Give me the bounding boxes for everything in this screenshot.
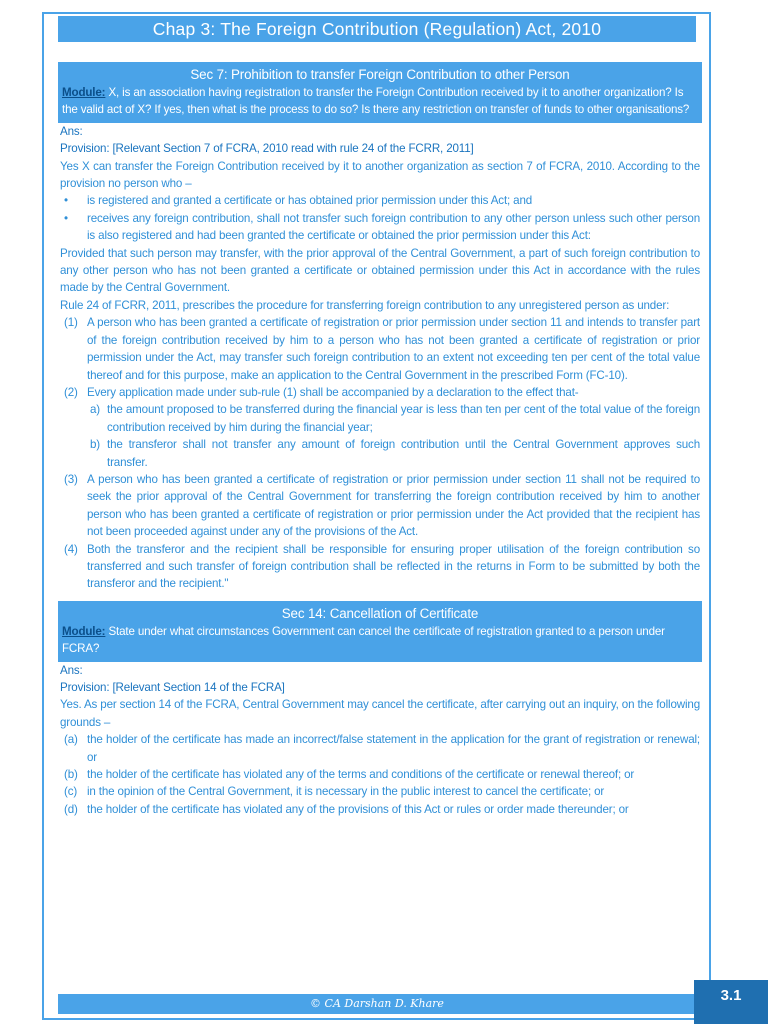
sec14-provision: Provision: [Relevant Section 14 of the FCRA] bbox=[60, 681, 285, 694]
subitem-number: b) bbox=[90, 438, 101, 452]
sec7-rule-item bbox=[60, 314, 700, 384]
page-number: 3.1 bbox=[694, 980, 768, 1024]
sec7-bullet: • receives any foreign contribution, shall not transfer such foreign contribution to any other person unless such other person is also registered and had been granted the certificate or obtained the prior permission under this Act: bbox=[60, 210, 700, 245]
sec14-ground-item bbox=[60, 766, 700, 783]
footer-credit: © CA Darshan D. Khare bbox=[58, 994, 696, 1014]
sec7-rule-item bbox=[60, 471, 700, 541]
item-number: (d) bbox=[64, 802, 78, 816]
subitem-text: the amount proposed to be transferred during the financial year is less than ten per cent of the total value of the foreign contribution received by him during the financial year; bbox=[107, 403, 700, 434]
sec7-rule-intro: Rule 24 of FCRR, 2011, prescribes the procedure for transferring foreign contribution to any unregistered person as under: bbox=[60, 298, 670, 312]
sec14-intro: Yes. As per section 14 of the FCRA, Central Government may cancel the certificate, after carrying out an inquiry, on the following grounds – bbox=[60, 698, 700, 729]
sec7-subitem-list bbox=[87, 401, 700, 471]
sec14-ground-item bbox=[60, 801, 700, 818]
sec7-module bbox=[62, 84, 698, 119]
sec7-title: Sec 7: Prohibition to transfer Foreign Contribution to other Person bbox=[190, 67, 570, 82]
sec14-ground-item bbox=[60, 783, 700, 800]
item-number: (b) bbox=[64, 768, 78, 782]
item-text: Both the transferor and the recipient shall be responsible for ensuring proper utilisation of the foreign contribution so transferred and such transfer of foreign contribution shall be reflected in the returns in Form to be submitted by both the transferor and the recipient." bbox=[87, 542, 700, 591]
sec7-rule-item bbox=[60, 541, 700, 593]
sec14-ans: Ans: bbox=[60, 663, 83, 677]
sec14-title: Sec 14: Cancellation of Certificate bbox=[281, 605, 479, 621]
sec7-bullet: • is registered and granted a certificate or has obtained prior permission under this Act; and bbox=[60, 192, 700, 209]
sec7-module-text: X, is an association having registration to transfer the Foreign Contribution received by it to another organization? Is the valid act of X? If yes, then what is the process to do so? Is there any restriction on transfer of funds to other organisations? bbox=[62, 86, 690, 117]
sec7-intro: Yes X can transfer the Foreign Contribution received by it to another organization as section 7 of FCRA, 2010. According to the provision no person who – bbox=[60, 159, 700, 191]
sec7-ans: Ans: bbox=[60, 124, 83, 138]
sec14-module-label: Module: bbox=[62, 624, 106, 638]
page-content bbox=[60, 62, 700, 818]
item-text: in the opinion of the Central Government, it is necessary in the public interest to cancel the certificate; or bbox=[87, 785, 605, 799]
sec7-provision: Provision: [Relevant Section 7 of FCRA, 2010 read with rule 24 of the FCRR, 2011] bbox=[60, 142, 474, 156]
sec14-ground-item bbox=[60, 731, 700, 766]
item-text: the holder of the certificate has violated any of the terms and conditions of the certificate or renewal thereof; or bbox=[87, 768, 635, 782]
item-text: A person who has been granted a certificate of registration or prior permission under section 11 shall not be required to seek the prior approval of the Central Government for transferring the foreign contribution received by him to another person who has been granted a certificate of registration or prior permission under the Act provided that the recipient has not been proceeded against under any of the provisions of the Act. bbox=[87, 472, 700, 539]
subitem-text: the transferor shall not transfer any amount of foreign contribution until the Central Government approves such transfer. bbox=[107, 438, 700, 469]
item-number: (2) bbox=[64, 385, 78, 399]
sec7-rule-item bbox=[60, 384, 700, 471]
sec14-module-text: State under what circumstances Government can cancel the certificate of registration granted to a person under FCRA? bbox=[62, 624, 665, 656]
item-number: (4) bbox=[64, 542, 78, 556]
item-number: (a) bbox=[64, 733, 78, 747]
item-text: A person who has been granted a certificate of registration or prior permission under section 11 and intends to transfer part of the foreign contribution received by him to a person who has not been granted a certificate of registration or prior permission under the Act, may transfer such foreign contribution to an extent not exceeding ten per cent of the total value thereof and for this purpose, make an application to the Central Government in the prescribed Form (FC-10). bbox=[87, 316, 700, 382]
sec14-module bbox=[62, 623, 698, 658]
item-text: the holder of the certificate has made an incorrect/false statement in the application for the grant of registration or renewal; or bbox=[87, 733, 700, 764]
item-number: (1) bbox=[64, 316, 78, 330]
sec7-rule-list bbox=[60, 314, 700, 593]
sec7-header-box bbox=[58, 62, 702, 123]
item-number: (c) bbox=[64, 785, 78, 799]
sec7-subitem bbox=[87, 401, 700, 436]
sec14-header-box bbox=[58, 601, 702, 662]
sec7-module-label: Module: bbox=[62, 86, 106, 99]
item-text: the holder of the certificate has violated any of the provisions of this Act or rules or order made thereunder; or bbox=[87, 802, 629, 816]
subitem-number: a) bbox=[90, 403, 101, 417]
item-text: Every application made under sub-rule (1) shall be accompanied by a declaration to the effect that- bbox=[87, 385, 579, 399]
item-number: (3) bbox=[64, 472, 78, 486]
sec7-subitem bbox=[87, 436, 700, 471]
sec7-proviso: Provided that such person may transfer, with the prior approval of the Central Government, a part of such foreign contribution to any other person who has not been granted a certificate or obtained permission under this Act in accordance with the rules made by the Central Government. bbox=[60, 246, 700, 295]
sec14-ground-list bbox=[60, 731, 700, 818]
sec7-bullet-list bbox=[60, 192, 700, 244]
chapter-title: Chap 3: The Foreign Contribution (Regulation) Act, 2010 bbox=[58, 16, 696, 42]
